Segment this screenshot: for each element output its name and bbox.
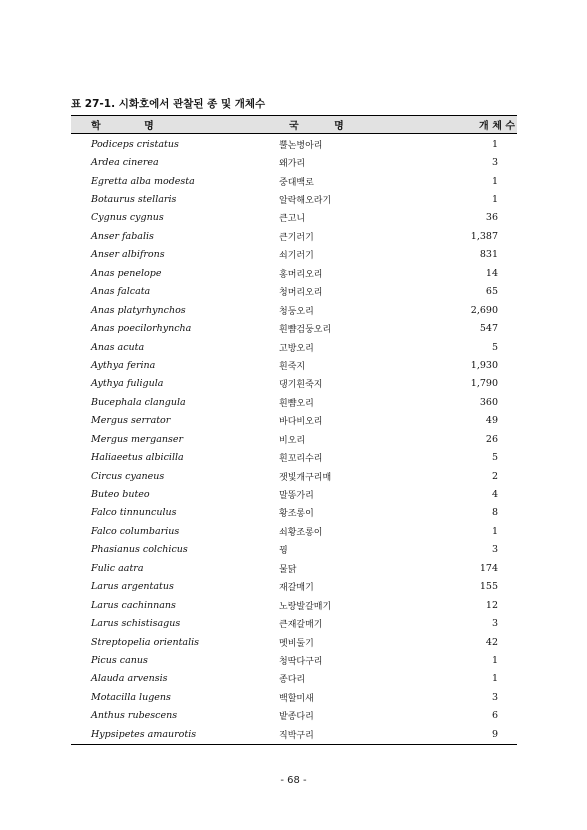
table-row bbox=[71, 596, 517, 614]
count-cell: 5 bbox=[491, 341, 498, 353]
table-row bbox=[71, 227, 517, 245]
korean-name-cell: 쇠황조롱이 bbox=[279, 527, 323, 538]
table-row bbox=[71, 190, 517, 208]
count-cell: 1 bbox=[491, 525, 498, 537]
table-row bbox=[71, 375, 517, 393]
count-cell: 3 bbox=[491, 544, 498, 556]
count-cell: 155 bbox=[479, 581, 498, 593]
table-row bbox=[71, 688, 517, 706]
scientific-name-cell: Cygnus cygnus bbox=[91, 212, 164, 224]
scientific-name-cell: Buteo buteo bbox=[91, 489, 150, 501]
count-cell: 1,387 bbox=[470, 230, 498, 242]
count-cell: 2 bbox=[491, 470, 498, 482]
table-row bbox=[71, 559, 517, 577]
korean-name-cell: 재갈매기 bbox=[279, 583, 314, 594]
header-scientific-name: 학 명 bbox=[91, 121, 154, 132]
table-row bbox=[71, 153, 517, 171]
table-row bbox=[71, 670, 517, 688]
scientific-name-cell: Anas poecilorhyncha bbox=[91, 323, 192, 335]
table-row bbox=[71, 651, 517, 669]
scientific-name-cell: Hypsipetes amaurotis bbox=[91, 728, 197, 740]
count-cell: 1 bbox=[491, 654, 498, 666]
korean-name-cell: 흰꼬리수리 bbox=[279, 454, 323, 465]
korean-name-cell: 청딱다구리 bbox=[279, 656, 323, 667]
korean-name-cell: 청둥오리 bbox=[279, 306, 314, 317]
korean-name-cell: 노랑발갈매기 bbox=[279, 601, 332, 612]
table-row bbox=[71, 135, 517, 153]
korean-name-cell: 백할미새 bbox=[279, 693, 314, 704]
count-cell: 8 bbox=[491, 507, 498, 519]
scientific-name-cell: Mergus serrator bbox=[91, 415, 171, 427]
count-cell: 26 bbox=[485, 433, 498, 445]
count-cell: 65 bbox=[485, 286, 498, 298]
table-header bbox=[71, 115, 517, 134]
korean-name-cell: 왜가리 bbox=[279, 159, 306, 170]
scientific-name-cell: Anas acuta bbox=[91, 341, 145, 353]
count-cell: 1 bbox=[491, 194, 498, 206]
scientific-name-cell: Alauda arvensis bbox=[91, 673, 168, 685]
table-row bbox=[71, 633, 517, 651]
korean-name-cell: 말똥가리 bbox=[279, 491, 314, 502]
scientific-name-cell: Larus argentatus bbox=[91, 581, 174, 593]
scientific-name-cell: Botaurus stellaris bbox=[91, 194, 177, 206]
page-number: - 68 - bbox=[280, 775, 307, 786]
table-row bbox=[71, 319, 517, 337]
table-row bbox=[71, 209, 517, 227]
scientific-name-cell: Egretta alba modesta bbox=[91, 175, 195, 187]
korean-name-cell: 물닭 bbox=[279, 564, 297, 575]
scientific-name-cell: Podiceps cristatus bbox=[91, 138, 179, 150]
species-table bbox=[71, 115, 517, 745]
scientific-name-cell: Picus canus bbox=[91, 654, 148, 666]
table-row bbox=[71, 356, 517, 374]
scientific-name-cell: Larus cachinnans bbox=[91, 599, 176, 611]
table-body bbox=[71, 134, 517, 745]
korean-name-cell: 큰고니 bbox=[279, 214, 306, 225]
table-row bbox=[71, 614, 517, 632]
scientific-name-cell: Larus schistisagus bbox=[91, 618, 181, 630]
scientific-name-cell: Bucephala clangula bbox=[91, 396, 186, 408]
scientific-name-cell: Ardea cinerea bbox=[91, 157, 159, 169]
count-cell: 360 bbox=[479, 396, 498, 408]
table-row bbox=[71, 578, 517, 596]
korean-name-cell: 바다비오리 bbox=[279, 417, 323, 428]
korean-name-cell: 흰죽지 bbox=[279, 361, 306, 372]
table-row bbox=[71, 430, 517, 448]
scientific-name-cell: Falco tinnunculus bbox=[91, 507, 177, 519]
table-row bbox=[71, 725, 517, 743]
table-row bbox=[71, 467, 517, 485]
scientific-name-cell: Anas penelope bbox=[91, 267, 162, 279]
korean-name-cell: 비오리 bbox=[279, 435, 306, 446]
korean-name-cell: 황조롱이 bbox=[279, 509, 314, 520]
table-caption: 표 27-1. 시화호에서 관찰된 종 및 개체수 bbox=[71, 98, 266, 110]
count-cell: 2,690 bbox=[470, 304, 498, 316]
scientific-name-cell: Circus cyaneus bbox=[91, 470, 165, 482]
count-cell: 3 bbox=[491, 157, 498, 169]
scientific-name-cell: Motacilla lugens bbox=[91, 691, 171, 703]
korean-name-cell: 꿩 bbox=[279, 546, 288, 557]
table-row bbox=[71, 172, 517, 190]
korean-name-cell: 뿔논병아리 bbox=[279, 140, 323, 151]
count-cell: 6 bbox=[491, 710, 498, 722]
count-cell: 1,790 bbox=[470, 378, 498, 390]
table-row bbox=[71, 283, 517, 301]
korean-name-cell: 청머리오리 bbox=[279, 288, 323, 299]
table-row bbox=[71, 707, 517, 725]
table-row bbox=[71, 448, 517, 466]
scientific-name-cell: Anser albifrons bbox=[91, 249, 165, 261]
korean-name-cell: 종다리 bbox=[279, 675, 306, 686]
korean-name-cell: 밭종다리 bbox=[279, 712, 314, 723]
korean-name-cell: 흰뺨오리 bbox=[279, 398, 314, 409]
scientific-name-cell: Anas platyrhynchos bbox=[91, 304, 186, 316]
korean-name-cell: 큰기러기 bbox=[279, 232, 314, 243]
scientific-name-cell: Mergus merganser bbox=[91, 433, 184, 445]
count-cell: 49 bbox=[485, 415, 498, 427]
table-row bbox=[71, 264, 517, 282]
table-row bbox=[71, 504, 517, 522]
korean-name-cell: 쇠기러기 bbox=[279, 251, 314, 262]
table-row bbox=[71, 522, 517, 540]
scientific-name-cell: Aythya ferina bbox=[91, 359, 156, 371]
scientific-name-cell: Phasianus colchicus bbox=[91, 544, 188, 556]
header-korean-name: 국 명 bbox=[289, 121, 344, 132]
count-cell: 42 bbox=[485, 636, 498, 648]
table-row bbox=[71, 541, 517, 559]
count-cell: 1,930 bbox=[470, 359, 498, 371]
scientific-name-cell: Anser fabalis bbox=[91, 230, 154, 242]
korean-name-cell: 멧비둘기 bbox=[279, 638, 314, 649]
count-cell: 1 bbox=[491, 138, 498, 150]
korean-name-cell: 알락해오라기 bbox=[279, 196, 332, 207]
korean-name-cell: 흰뺨검둥오리 bbox=[279, 325, 332, 336]
count-cell: 1 bbox=[491, 175, 498, 187]
count-cell: 36 bbox=[485, 212, 498, 224]
table-row bbox=[71, 246, 517, 264]
table-row bbox=[71, 301, 517, 319]
table-row bbox=[71, 485, 517, 503]
scientific-name-cell: Haliaeetus albicilla bbox=[91, 452, 184, 464]
korean-name-cell: 중대백로 bbox=[279, 177, 314, 188]
table-row bbox=[71, 412, 517, 430]
count-cell: 4 bbox=[491, 489, 498, 501]
count-cell: 9 bbox=[491, 728, 498, 740]
count-cell: 831 bbox=[479, 249, 498, 261]
count-cell: 547 bbox=[479, 323, 498, 335]
korean-name-cell: 잿빛개구리매 bbox=[279, 472, 332, 483]
scientific-name-cell: Fulic aatra bbox=[91, 562, 144, 574]
header-count: 개 체 수 bbox=[479, 121, 515, 132]
scientific-name-cell: Falco columbarius bbox=[91, 525, 180, 537]
table-row bbox=[71, 393, 517, 411]
scientific-name-cell: Anthus rubescens bbox=[91, 710, 178, 722]
korean-name-cell: 홍머리오리 bbox=[279, 269, 323, 280]
count-cell: 12 bbox=[485, 599, 498, 611]
korean-name-cell: 큰재갈매기 bbox=[279, 620, 323, 631]
scientific-name-cell: Streptopelia orientalis bbox=[91, 636, 200, 648]
scientific-name-cell: Aythya fuligula bbox=[91, 378, 164, 390]
table-row bbox=[71, 338, 517, 356]
count-cell: 3 bbox=[491, 691, 498, 703]
count-cell: 5 bbox=[491, 452, 498, 464]
count-cell: 14 bbox=[485, 267, 498, 279]
scientific-name-cell: Anas falcata bbox=[91, 286, 151, 298]
korean-name-cell: 고방오리 bbox=[279, 343, 314, 354]
korean-name-cell: 직박구리 bbox=[279, 730, 314, 741]
count-cell: 3 bbox=[491, 618, 498, 630]
korean-name-cell: 댕기흰죽지 bbox=[279, 380, 323, 391]
count-cell: 174 bbox=[479, 562, 498, 574]
count-cell: 1 bbox=[491, 673, 498, 685]
